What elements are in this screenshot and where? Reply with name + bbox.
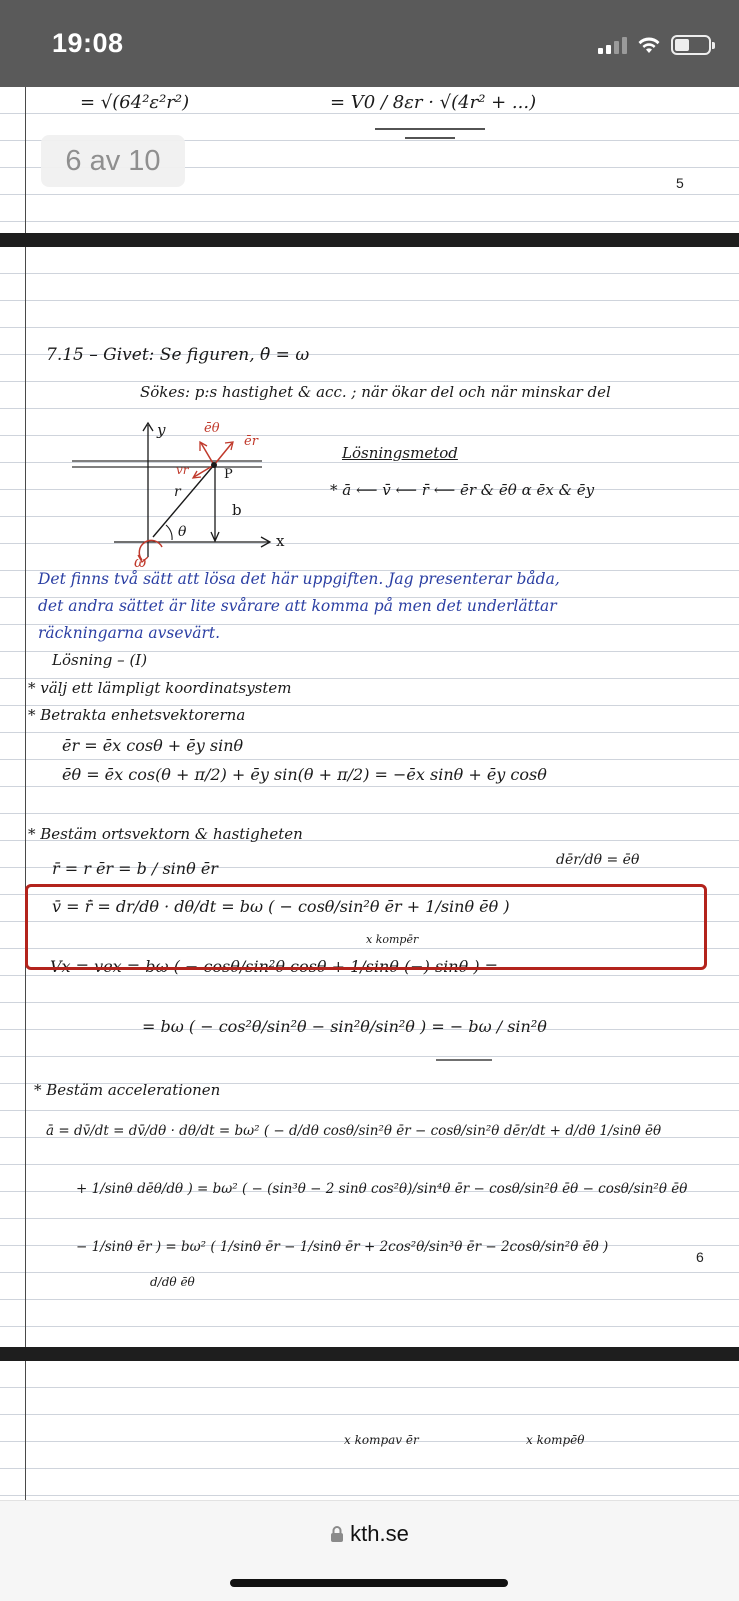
e-r-definition: ēr = ēx cosθ + ēy sinθ [62,736,244,755]
document-viewport[interactable] [0,87,739,1500]
lock-icon [330,1525,344,1543]
prev-page-underline [370,125,490,145]
velocity-highlight-box [25,884,707,970]
step-coordinate-system: * välj ett lämpligt koordinatsystem [28,679,292,697]
step-unit-vectors: * Betrakta enhetsvektorerna [28,706,246,724]
step-position-velocity: * Bestäm ortsvektorn & hastigheten [28,825,303,843]
url-text: kth.se [350,1521,409,1546]
step-acceleration: * Bestäm accelerationen [34,1081,221,1099]
e-theta-definition: ēθ = ēx cos(θ + π/2) + ēy sin(θ + π/2) = −ēx sinθ + ēy cosθ [62,765,547,784]
battery-icon [671,35,711,55]
figure-x-label: x [276,532,285,550]
figure-y-label: y [157,421,166,439]
v-definition: v̄ = r̄̇ = dr/dθ · dθ/dt = bω ( − cosθ/sin²θ ēr + 1/sinθ ēθ ) [52,897,510,916]
acceleration-line-1: ā = dv̄/dt = dv̄/dθ · dθ/dt = bω² ( − d/dθ cosθ/sin²θ ēr − cosθ/sin²θ dēr/dt + d/dθ 1/sinθ ēθ [46,1123,662,1139]
next-page [0,1361,739,1500]
status-bar [0,0,739,87]
url-display[interactable] [0,1521,739,1547]
acceleration-note: d/dθ ēθ [150,1275,195,1289]
komp-note: x kompēr [366,933,419,946]
status-time: 19:08 [52,28,124,58]
current-page-number: 6 [696,1249,704,1265]
page-indicator: 6 av 10 [41,135,185,187]
current-page [0,247,739,1347]
der-note: dēr/dθ = ēθ [556,852,640,868]
figure-angle-label: θ [178,524,187,540]
figure-radius-label: r [174,484,181,500]
acceleration-line-3: − 1/sinθ ēr ) = bω² ( 1/sinθ ēr − 1/sinθ ēr + 2cos²θ/sin³θ ēr − 2cosθ/sin²θ ēθ ) [76,1239,609,1255]
figure-height-label: b [232,501,242,519]
status-icons [598,34,711,56]
r-definition: r̄ = r ēr = b / sinθ ēr [52,859,218,878]
cellular-signal-icon [598,36,627,54]
solution-label: Lösning – (I) [52,651,148,669]
intro-line-2: det andra sättet är lite svårare att komma på men det underlättar [38,597,557,615]
figure-e-r-label: ēr [244,434,258,449]
method-chain: * ā ⟵ v̄ ⟵ r̄ ⟵ ēr & ēθ α ēx & ēy [330,481,595,499]
next-page-fragment-2: x kompēθ [526,1433,585,1447]
intro-line-3: räckningarna avsevärt. [38,624,221,642]
vx-result-underline [434,1057,494,1063]
vx-result: = bω ( − cos²θ/sin²θ − sin²θ/sin²θ ) = − bω / sin²θ [142,1017,547,1036]
problem-title: 7.15 – Givet: Se figuren, θ̇ = ω [46,345,310,365]
acceleration-line-2: + 1/sinθ dēθ/dθ ) = bω² ( − (sin³θ − 2 sinθ cos²θ)/sin⁴θ ēr − cosθ/sin²θ ēθ − cosθ/sin²θ ēθ [76,1181,688,1197]
next-page-fragment-1: x kompav ēr [344,1433,419,1447]
problem-figure [64,417,304,567]
home-indicator[interactable] [230,1579,508,1587]
figure-point-label: P [224,467,233,482]
figure-omega-label: ω [134,553,147,571]
vx-line: Vx = vex = bω ( − cosθ/sin²θ cosθ + 1/sinθ (−) sinθ ) = [50,957,499,976]
browser-url-bar[interactable] [0,1500,739,1601]
figure-e-theta-label: ēθ [204,421,220,436]
prev-page-number: 5 [676,175,684,191]
intro-line-1: Det finns två sätt att lösa det här uppgiften. Jag presenterar båda, [38,570,560,588]
method-heading: Lösningsmetod [342,444,458,462]
prev-page-fragment-right: = V0 / 8εr · √(4r² + ...) [330,92,537,113]
figure-v-r-label: vr [176,463,189,477]
problem-sought: Sökes: p:s hastighet & acc. ; när ökar del och när minskar del [140,383,611,401]
page-separator-2 [0,1347,739,1361]
page-separator [0,233,739,247]
wifi-icon [637,36,661,54]
prev-page-fragment-left: = √(64²ε²r²) [80,92,190,113]
previous-page [0,87,739,233]
